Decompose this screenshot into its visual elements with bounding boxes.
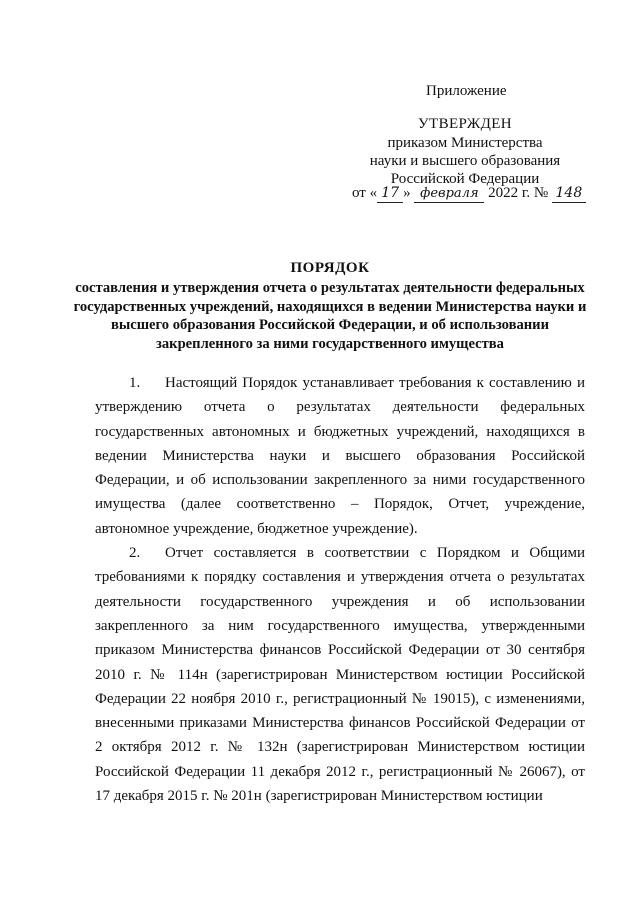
paragraph-1 [95, 371, 585, 541]
approved-by-line-2: науки и высшего образования [369, 153, 561, 169]
document-title: ПОРЯДОК [290, 260, 370, 276]
paragraph-text: Отчет составляется в соответствии с Порядком и Общими требованиями к порядку составления и утверждения отчета о результатах деятельности государственного учреждения и об использовании закрепленного за ним государственного имущества, утвержденными приказом Министерства финансов Российской Федерации от 30 сентября 2010 г. № 114н (зарегистрирован Министерством юстиции Российской Федерации 22 ноября 2010 г., регистрационный № 19015), с изменениями, внесенными приказами Министерства финансов Российской Федерации от 2 октября 2012 г. № 132н (зарегистрирован Министерством юстиции Российской Федерации 11 декабря 2012 г., регистрационный № 26067), от 17 декабря 2015 г. № 201н (зарегистрирован Министерством юстиции [95, 545, 585, 805]
year-and-number-label: 2022 г. № [488, 185, 549, 201]
handwritten-day: 17 [377, 185, 403, 203]
paragraph-2 [95, 541, 585, 808]
document-body [95, 371, 585, 808]
approved-by-line-3: Российской Федерации [390, 171, 540, 187]
approved-label: УТВЕРЖДЕН [418, 116, 513, 132]
approved-by-line-1: приказом Министерства [387, 135, 543, 151]
appendix-label: Приложение [426, 83, 507, 99]
document-subtitle: составления и утверждения отчета о результатах деятельности федеральных государственных учреждений, находящихся в ведении Министерства науки и высшего образования Российской Федерации, и об использовании закрепленного за ними государственного имущества [73, 280, 587, 352]
paragraph-text: Настоящий Порядок устанавливает требования к составлению и утверждению отчета о результатах деятельности федеральных государственных автономных и бюджетных учреждений, находящихся в ведении Министерства науки и высшего образования Российской Федерации, и об использовании закрепленного за ними государственного имущества (далее соответственно – Порядок, Отчет, учреждение, автономное учреждение, бюджетное учреждение). [95, 375, 585, 537]
order-date-line [352, 184, 586, 203]
document-title-block [70, 259, 590, 353]
date-prefix: от « [352, 185, 378, 201]
date-mid: » [403, 185, 411, 201]
handwritten-order-number: 148 [552, 185, 586, 203]
handwritten-month: февраля [414, 185, 484, 203]
paragraph-number: 1. [129, 375, 141, 391]
paragraph-number: 2. [129, 545, 141, 562]
